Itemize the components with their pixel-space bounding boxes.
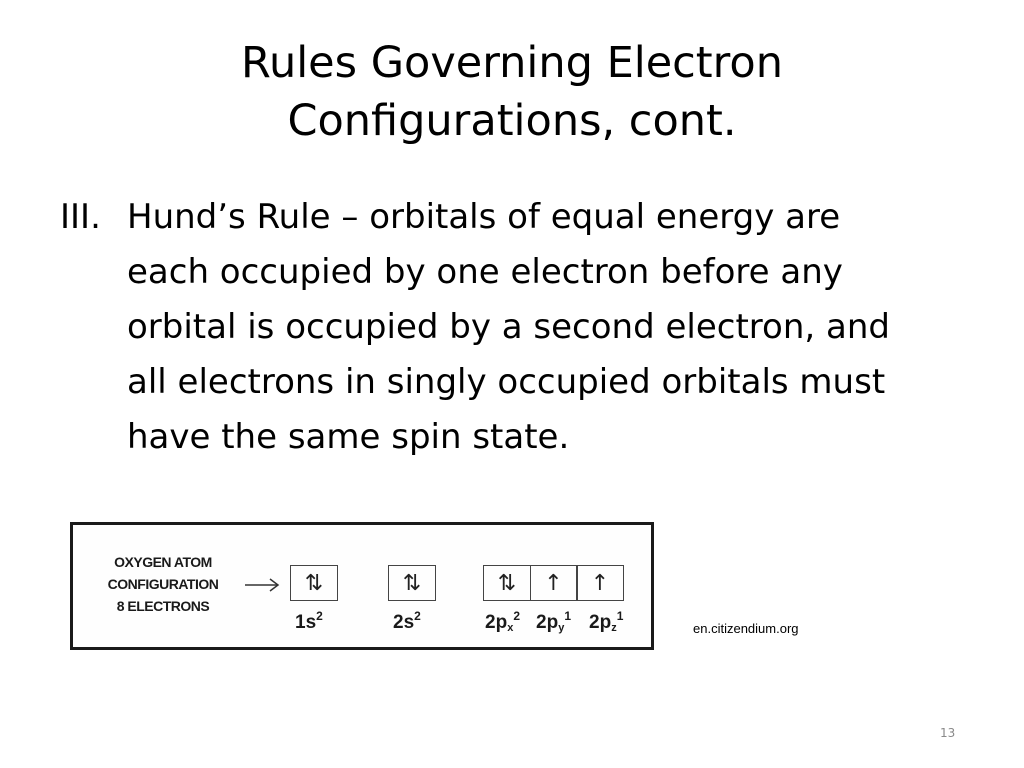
rule-text-line: orbital is occupied by a second electron, and	[127, 307, 890, 347]
orbital-box-2s: ⇅	[388, 565, 436, 601]
orbital-label-sup: 2	[414, 609, 421, 623]
rule-text-line: Hund’s Rule – orbitals of equal energy are	[127, 197, 841, 237]
orbital-box-2px: ⇅	[483, 565, 531, 601]
orbital-label-2s	[393, 609, 421, 634]
orbital-box-2py: ↑	[530, 565, 578, 601]
orbital-label-sup: 2	[513, 609, 520, 623]
orbital-label-sup: 1	[564, 609, 571, 623]
rule-text-line: all electrons in singly occupied orbitals must	[127, 362, 886, 402]
slide-title-line-1: Rules Governing Electron	[241, 38, 783, 88]
right-arrow-icon	[243, 575, 283, 595]
orbital-label-main: 2s	[393, 612, 415, 633]
orbital-label-main: 2p	[589, 612, 612, 633]
orbital-label-sub: x	[507, 622, 514, 634]
orbital-label-main: 2p	[485, 612, 508, 633]
atom-label-line-1: OXYGEN ATOM	[114, 554, 212, 570]
oxygen-configuration-figure	[70, 522, 654, 650]
atom-label-line-3: 8 ELECTRONS	[116, 598, 210, 614]
page-number: 13	[940, 726, 956, 740]
orbital-label-sup: 1	[616, 609, 624, 623]
orbital-label-main: 2p	[536, 612, 559, 633]
atom-label-line-2: CONFIGURATION	[107, 576, 219, 592]
rule-text	[127, 190, 957, 465]
rule-text-line: each occupied by one electron before any	[127, 252, 843, 292]
orbital-label-2pz	[589, 609, 623, 634]
rule-text-line: have the same spin state.	[127, 417, 570, 457]
orbital-label-sub: y	[558, 622, 565, 634]
orbital-1s	[290, 565, 338, 601]
orbital-box-2pz: ↑	[576, 565, 624, 601]
orbital-label-2px	[485, 609, 520, 634]
orbital-2p	[483, 565, 624, 601]
source-credit: en.citizendium.org	[693, 621, 799, 636]
rule-number: III.	[60, 197, 101, 237]
orbital-label-sup: 2	[316, 609, 323, 623]
slide-title-line-2: Configurations, cont.	[287, 96, 737, 146]
orbital-label-main: 1s	[295, 612, 317, 633]
slide-title	[80, 34, 944, 150]
orbital-label-1s	[295, 609, 323, 634]
orbital-2s	[388, 565, 436, 601]
atom-label	[83, 551, 243, 617]
orbital-label-sub: z	[611, 622, 617, 634]
orbital-box-1s: ⇅	[290, 565, 338, 601]
orbital-label-2py	[536, 609, 571, 634]
